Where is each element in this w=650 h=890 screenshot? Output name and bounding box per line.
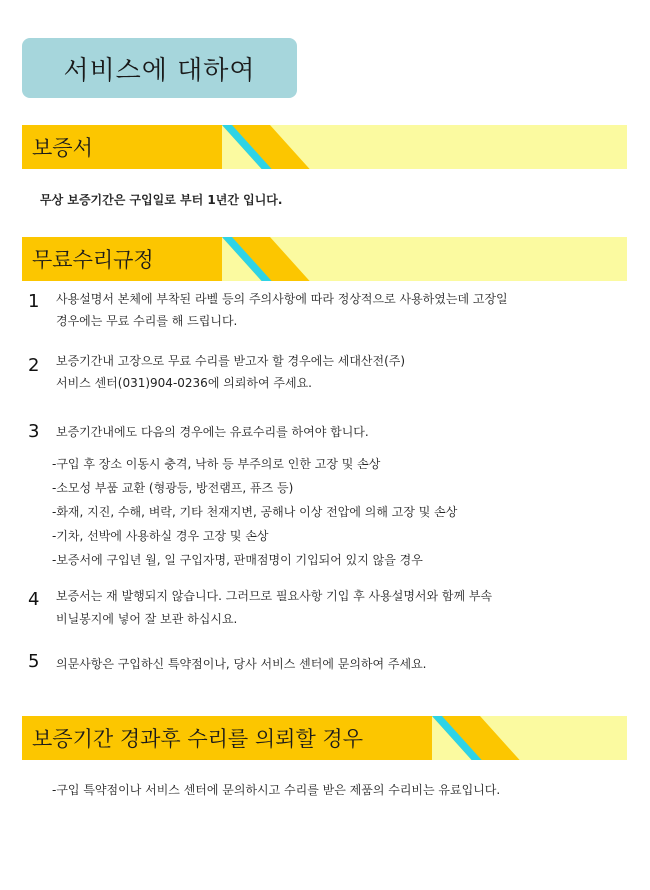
section-title-free-repair: 무료수리규정 <box>22 237 222 281</box>
item-number: 1 <box>28 291 40 312</box>
item-3-line-1: 보증기간내에도 다음의 경우에는 유료수리를 하여야 합니다. <box>56 425 369 439</box>
item-number: 3 <box>28 421 40 442</box>
item-3-subitem: -화재, 지진, 수해, 벼락, 기타 천재지변, 공해나 이상 전압에 의해 고장 및 손상 <box>52 505 458 519</box>
item-number: 2 <box>28 355 40 376</box>
section-title-after-warranty: 보증기간 경과후 수리를 의뢰할 경우 <box>22 716 432 760</box>
item-5-line-1: 의문사항은 구입하신 특약점이나, 당사 서비스 센터에 문의하여 주세요. <box>56 657 427 671</box>
item-number: 5 <box>28 651 40 672</box>
section-title-warranty: 보증서 <box>22 125 222 169</box>
item-3-subitem: -보증서에 구입년 월, 일 구입자명, 판매점명이 기입되어 있지 않을 경우 <box>52 553 423 567</box>
section-header-free-repair <box>22 237 627 281</box>
page-title: 서비스에 대하여 <box>22 38 297 98</box>
item-1-line-1: 사용설명서 본체에 부착된 라벨 등의 주의사항에 따라 정상적으로 사용하였는데 고장일 <box>56 292 508 306</box>
item-2-line-1: 보증기간내 고장으로 무료 수리를 받고자 할 경우에는 세대산전(주) <box>56 354 406 368</box>
section-header-warranty <box>22 125 627 169</box>
after-warranty-text: -구입 특약점이나 서비스 센터에 문의하시고 수리를 받은 제품의 수리비는 유료입니다. <box>52 783 501 797</box>
item-1-line-2: 경우에는 무료 수리를 해 드립니다. <box>56 314 238 328</box>
item-4-line-1: 보증서는 재 발행되지 않습니다. 그러므로 필요사항 기입 후 사용설명서와 함께 부속 <box>56 589 493 603</box>
item-3-subitem: -소모성 부품 교환 (형광등, 방전램프, 퓨즈 등) <box>52 481 294 495</box>
warranty-text: 무상 보증기간은 구입일로 부터 1년간 입니다. <box>40 193 283 207</box>
item-4-line-2: 비닐봉지에 넣어 잘 보관 하십시요. <box>56 612 238 626</box>
item-2-line-2: 서비스 센터(031)904-0236에 의뢰하여 주세요. <box>56 376 312 390</box>
item-number: 4 <box>28 589 40 610</box>
item-3-subitem: -기차, 선박에 사용하실 경우 고장 및 손상 <box>52 529 269 543</box>
item-3-subitem: -구입 후 장소 이동시 충격, 낙하 등 부주의로 인한 고장 및 손상 <box>52 457 381 471</box>
section-header-after-warranty <box>22 716 627 760</box>
